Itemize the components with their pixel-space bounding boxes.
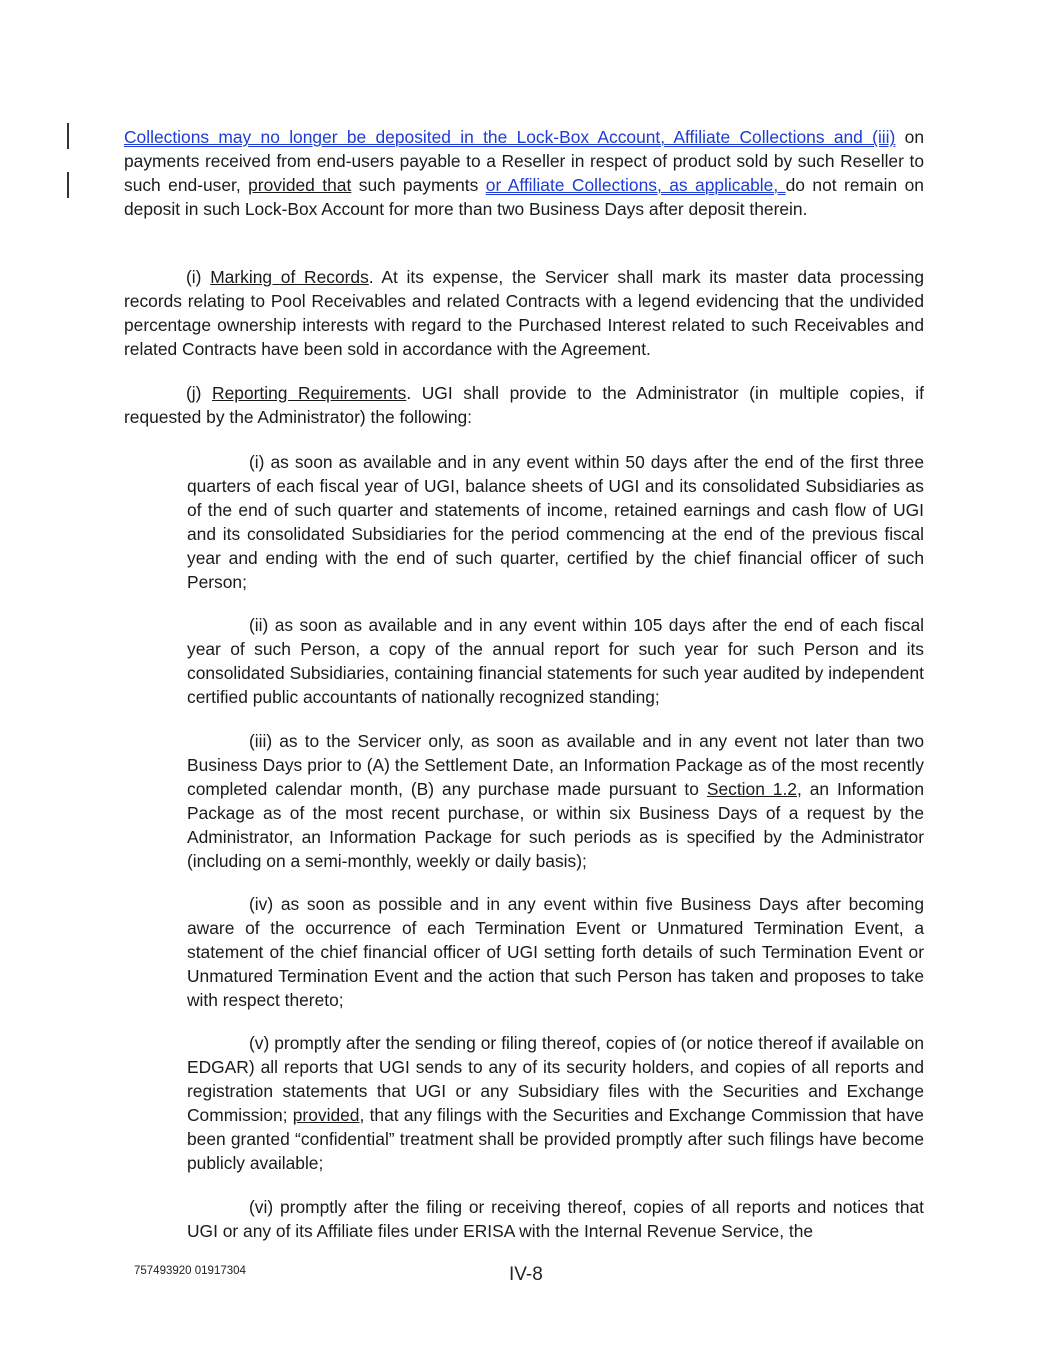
item-iii: (iii) as to the Servicer only, as soon as available and in any event not later than two Business Days prior to (A) the Settlement Date, an Information Package as of the most recently completed calendar month, (B) any purchase made pursuant to Section 1.2, an Information Package as of the most recent purchase, or within six Business Days of a request by the Administrator, an Information Package for such periods as is specified by the Administrator (including on a semi-monthly, weekly or daily basis); — [187, 731, 925, 871]
inserted-text: or Affiliate Collections, as applicable, — [485, 175, 786, 195]
inserted-text: Collections may no longer be deposited in the Lock-Box Account, Affiliate Collections and (iii) — [124, 127, 896, 147]
item-iv: (iv) as soon as possible and in any event within five Business Days after becoming aware of the occurrence of each Termination Event or Unmatured Termination Event, a statement of the chief financial officer of UGI setting forth details of such Termination Event or Unmatured Termination Event and the action that such Person has taken and proposes to take with respect thereto; — [187, 894, 924, 1010]
change-bar — [67, 172, 69, 198]
page-number: IV-8 — [509, 1264, 543, 1285]
section-heading: Reporting Requirements — [212, 383, 407, 403]
section-heading: Marking of Records — [210, 267, 369, 287]
item-v: (v) promptly after the sending or filing thereof, copies of (or notice thereof if available on EDGAR) all reports that UGI sends to any of its security holders, and copies of all reports and registration statements that UGI or any Subsidiary files with the Securities and Exchange Commission; provided, that any filings with the Securities and Exchange Commission that have been granted “confidential” treatment shall be provided promptly after such filings have become publicly available; — [187, 1033, 924, 1173]
section-j-reporting-requirements: (j) Reporting Requirements. UGI shall provide to the Administrator (in multiple copies, if requested by the Administrator) the following: — [124, 383, 924, 427]
provided-that-term: provided that — [248, 175, 352, 195]
change-bar — [67, 123, 69, 149]
item-ii: (ii) as soon as available and in any event within 105 days after the end of each fiscal year of such Person, a copy of the annual report for such year for such Person and its consolidated Subsidiaries, containing financial statements for such year audited by independent certified public accountants of nationally recognized standing; — [187, 615, 924, 707]
provided-term: provided — [292, 1105, 360, 1125]
section-i-marking-of-records: (i) Marking of Records. At its expense, the Servicer shall mark its master data processing records relating to Pool Receivables and related Contracts with a legend evidencing that the undivided percentage ownership interests with regard to the Purchased Interest related to such Receivables and related Contracts have been sold in accordance with the Agreement. — [124, 267, 925, 359]
document-id: 757493920 01917304 — [134, 1265, 246, 1277]
section-reference-link[interactable]: Section 1.2 — [706, 779, 797, 799]
item-vi: (vi) promptly after the filing or receiving thereof, copies of all reports and notices that UGI or any of its Affiliate files under ERISA with the Internal Revenue Service, the — [187, 1197, 924, 1241]
continued-paragraph: Collections may no longer be deposited in the Lock-Box Account, Affiliate Collections and (iii) on payments received from end-users payable to a Reseller in respect of product sold by such Reseller to such end-user, provided that such payments or Affiliate Collections, as applicable, do not remain on deposit in such Lock-Box Account for more than two Business Days after deposit therein. — [124, 127, 924, 219]
item-i: (i) as soon as available and in any event within 50 days after the end of the first three quarters of each fiscal year of UGI, balance sheets of UGI and its consolidated Subsidiaries as of the end of such quarter and statements of income, retained earnings and cash flow of UGI and its consolidated Subsidiaries for the period commencing at the end of the previous fiscal year and ending with the end of such quarter, certified by the chief financial officer of such Person; — [187, 452, 924, 592]
